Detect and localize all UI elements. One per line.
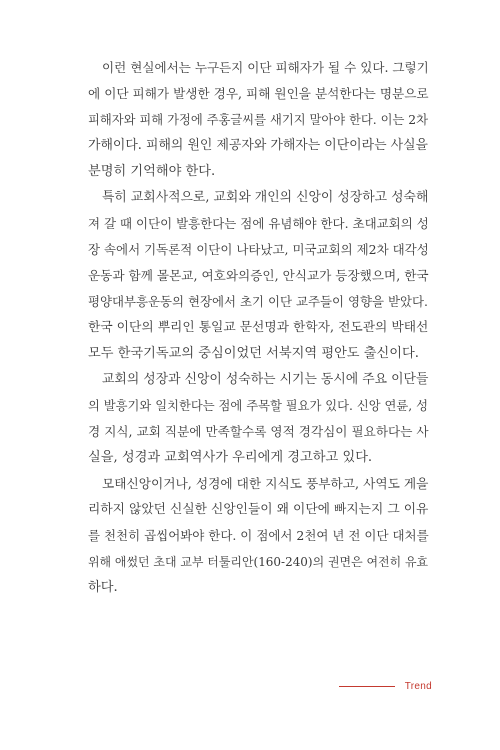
text-line: 이런 현실에서는 누구든지 이단 피해자가 될 수 있다. 그렇기 bbox=[102, 60, 429, 75]
paragraph-2 bbox=[88, 185, 428, 367]
text-line: 하다. bbox=[88, 580, 118, 595]
text-line: 실을, 성경과 교회역사가 우리에게 경고하고 있다. bbox=[88, 450, 373, 465]
text-line: 에 이단 피해가 발생한 경우, 피해 원인을 분석한다는 명분으로 bbox=[88, 86, 429, 101]
article-body bbox=[88, 55, 428, 601]
paragraph-4 bbox=[88, 471, 428, 601]
text-line: 위해 애썼던 초대 교부 터툴리안(160-240)의 권면은 여전히 유효 bbox=[88, 555, 429, 569]
footer-rule bbox=[339, 686, 395, 687]
text-line: 교회의 성장과 신앙이 성숙하는 시기는 동시에 주요 이단들 bbox=[102, 372, 429, 387]
text-line: 리하지 않았던 신실한 신앙인들이 왜 이단에 빠지는지 그 이유 bbox=[88, 502, 429, 517]
text-line: 경 지식, 교회 직분에 만족할수록 영적 경각심이 필요하다는 사 bbox=[88, 424, 429, 439]
text-line: 를 천천히 곱씹어봐야 한다. 이 점에서 2천여 년 전 이단 대처를 bbox=[88, 528, 429, 543]
text-line: 분명히 기억해야 한다. bbox=[88, 164, 216, 179]
text-line: 장 속에서 기독론적 이단이 나타났고, 미국교회의 제2차 대각성 bbox=[88, 242, 429, 257]
paragraph-1 bbox=[88, 55, 428, 185]
page-footer bbox=[339, 681, 432, 692]
text-line: 특히 교회사적으로, 교회와 개인의 신앙이 성장하고 성숙해 bbox=[102, 190, 429, 205]
text-line: 의 발흥기와 일치한다는 점에 주목할 필요가 있다. 신앙 연륜, 성 bbox=[88, 399, 428, 413]
text-line: 피해자와 피해 가정에 주홍글씨를 새기지 말아야 한다. 이는 2차 bbox=[88, 113, 428, 127]
text-line: 모두 한국기독교의 중심이었던 서북지역 평안도 출신이다. bbox=[88, 346, 419, 361]
text-line: 져 갈 때 이단이 발흥한다는 점에 유념해야 한다. 초대교회의 성 bbox=[88, 216, 429, 231]
text-line: 평양대부흥운동의 현장에서 초기 이단 교주들이 영향을 받았다. bbox=[88, 294, 428, 309]
text-line: 가해이다. 피해의 원인 제공자와 가해자는 이단이라는 사실을 bbox=[88, 138, 428, 153]
text-line: 한국 이단의 뿌리인 통일교 문선명과 한학자, 전도관의 박태선 bbox=[88, 320, 429, 335]
text-line: 모태신앙이거나, 성경에 대한 지식도 풍부하고, 사역도 게을 bbox=[102, 476, 429, 491]
text-line: 운동과 함께 몰몬교, 여호와의증인, 안식교가 등장했으며, 한국 bbox=[88, 268, 429, 283]
section-label: Trend bbox=[404, 681, 432, 692]
paragraph-3 bbox=[88, 367, 428, 471]
